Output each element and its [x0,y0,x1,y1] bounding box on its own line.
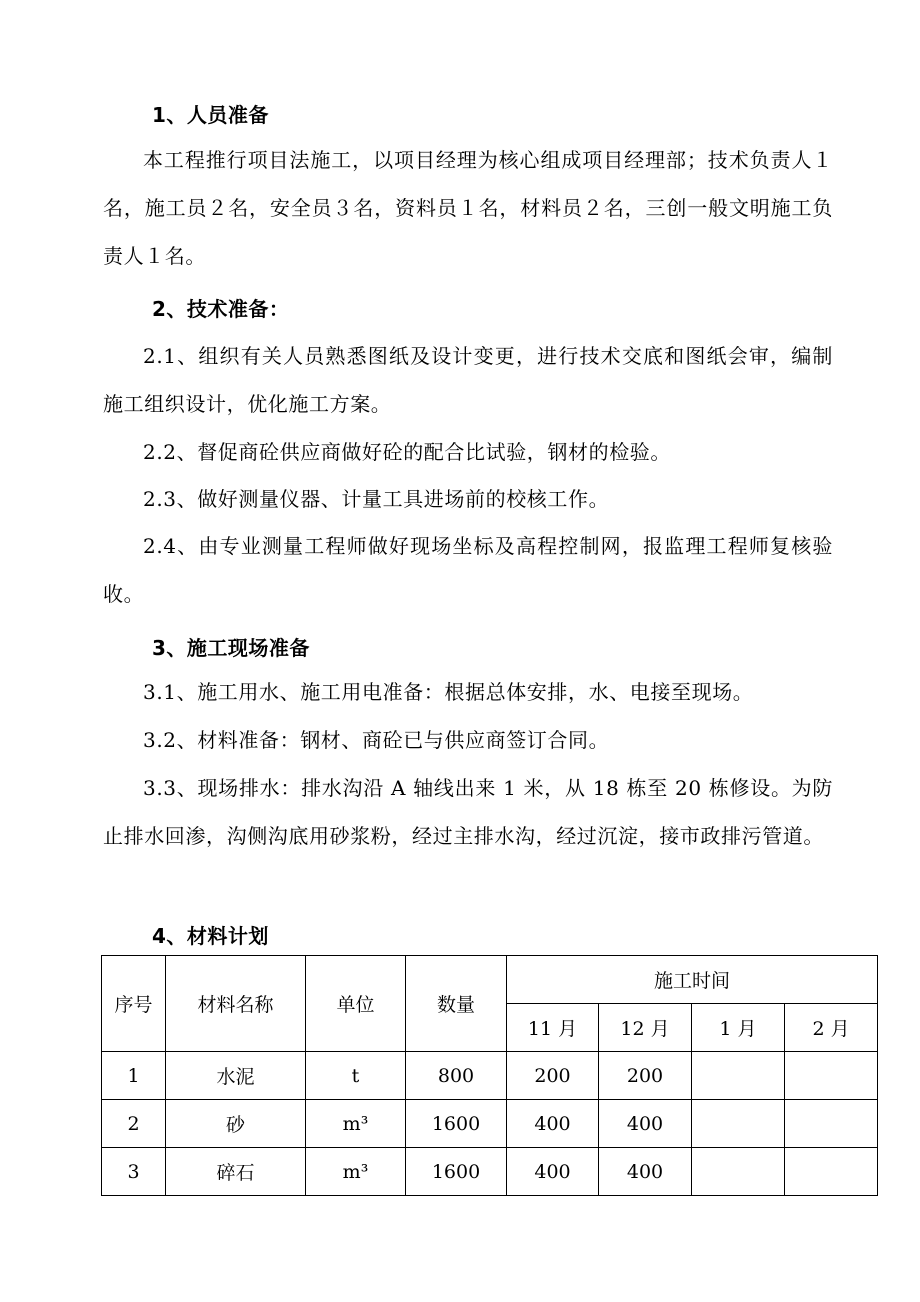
cell-unit: t [306,1052,406,1100]
cell-month-1 [692,1100,785,1148]
section-3-heading: 3、施工现场准备 [152,636,310,660]
section-1-paragraph: 本工程推行项目法施工，以项目经理为核心组成项目经理部；技术负责人１名，施工员２名，安全员３名，资料员１名，材料员２名，三创一般文明施工负责人１名。 [103,148,833,268]
cell-name: 碎石 [166,1148,306,1196]
section-2-heading: 2、技术准备： [152,297,290,321]
header-month-2: 2 月 [785,1004,878,1052]
section-2-4-paragraph: 2.4、由专业测量工程师做好现场坐标及高程控制网，报监理工程师复核验收。 [103,534,833,606]
section-3-1-paragraph: 3.1、施工用水、施工用电准备：根据总体安排，水、电接至现场。 [143,680,754,704]
cell-name: 水泥 [166,1052,306,1100]
cell-month-11: 400 [507,1148,599,1196]
materials-plan-table [101,955,878,1196]
cell-qty: 1600 [406,1148,507,1196]
table-row [102,1052,878,1100]
header-unit: 单位 [306,956,406,1052]
cell-month-12: 200 [599,1052,692,1100]
cell-month-1 [692,1052,785,1100]
cell-month-1 [692,1148,785,1196]
cell-month-11: 200 [507,1052,599,1100]
section-2-2-paragraph: 2.2、督促商砼供应商做好砼的配合比试验，钢材的检验。 [143,440,672,464]
section-4-heading: 4、材料计划 [152,924,269,948]
table-row [102,1100,878,1148]
table-header-row [102,956,878,1004]
header-month-1: 1 月 [692,1004,785,1052]
cell-no: 3 [102,1148,166,1196]
cell-name: 砂 [166,1100,306,1148]
header-name: 材料名称 [166,956,306,1052]
header-qty: 数量 [406,956,507,1052]
section-2-3-paragraph: 2.3、做好测量仪器、计量工具进场前的校核工作。 [143,487,610,511]
header-no: 序号 [102,956,166,1052]
cell-month-2 [785,1148,878,1196]
header-month-12: 12 月 [599,1004,692,1052]
cell-qty: 800 [406,1052,507,1100]
section-2-1-paragraph: 2.1、组织有关人员熟悉图纸及设计变更，进行技术交底和图纸会审，编制施工组织设计，优化施工方案。 [103,344,833,416]
header-month-11: 11 月 [507,1004,599,1052]
cell-month-11: 400 [507,1100,599,1148]
cell-no: 1 [102,1052,166,1100]
table-row [102,1148,878,1196]
cell-month-2 [785,1052,878,1100]
section-1-heading: 1、人员准备 [152,103,269,127]
cell-unit: m³ [306,1148,406,1196]
cell-no: 2 [102,1100,166,1148]
cell-unit: m³ [306,1100,406,1148]
cell-month-12: 400 [599,1148,692,1196]
header-construction-time: 施工时间 [507,956,878,1004]
section-3-2-paragraph: 3.2、材料准备：钢材、商砼已与供应商签订合同。 [143,728,610,752]
cell-month-2 [785,1100,878,1148]
section-3-3-paragraph: 3.3、现场排水：排水沟沿 A 轴线出来 1 米，从 18 栋至 20 栋修设。为防止排水回渗，沟侧沟底用砂浆粉，经过主排水沟，经过沉淀，接市政排污管道。 [103,776,833,848]
cell-month-12: 400 [599,1100,692,1148]
cell-qty: 1600 [406,1100,507,1148]
